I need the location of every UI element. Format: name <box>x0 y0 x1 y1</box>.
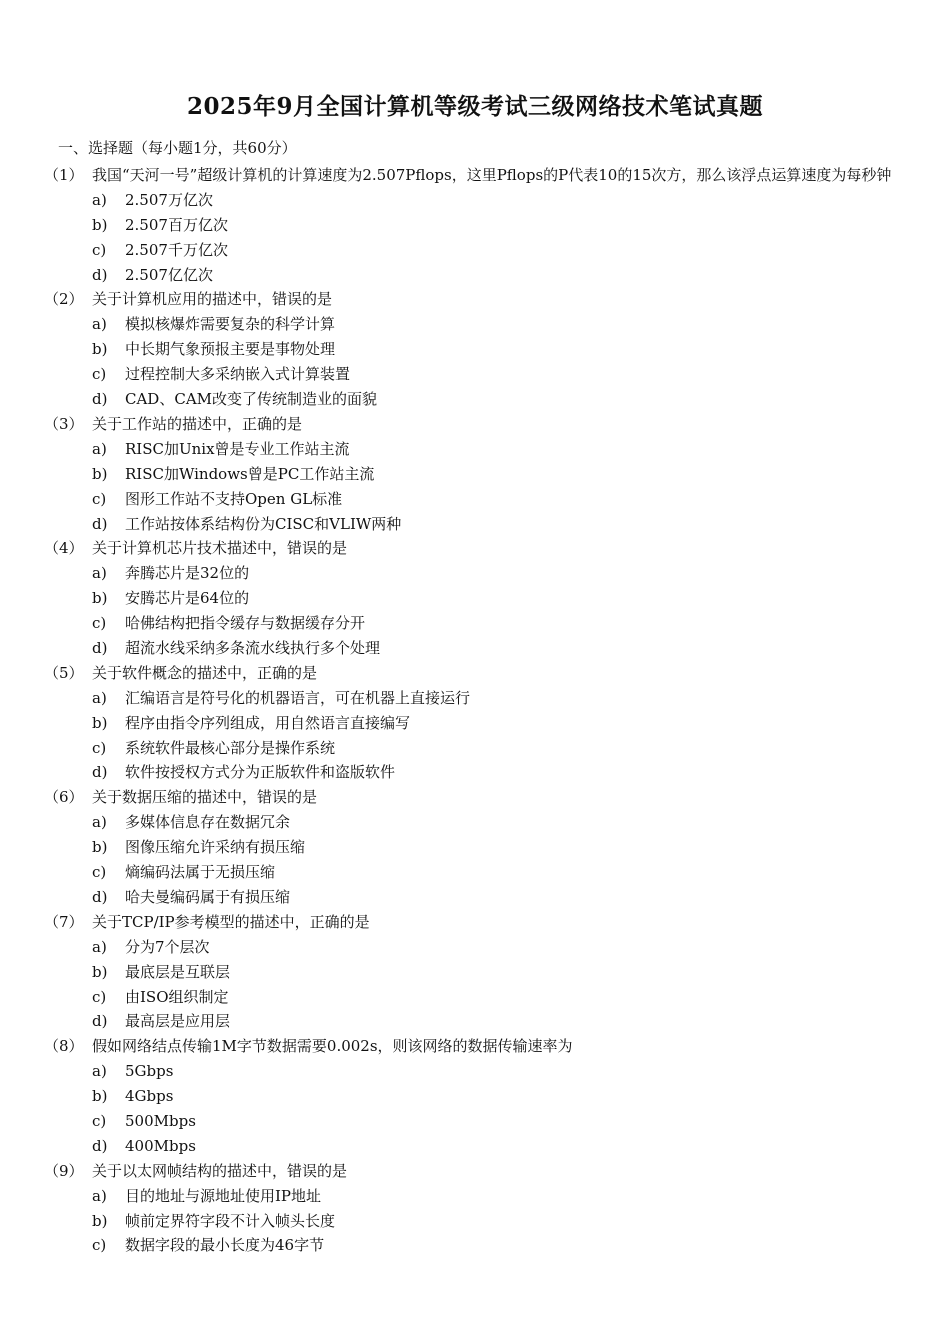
option-item <box>0 263 950 288</box>
question-number: （6） <box>44 788 84 807</box>
option-text: 目的地址与源地址使用IP地址 <box>125 1186 322 1205</box>
option-label: c) <box>92 987 107 1006</box>
option-label: d) <box>92 1012 108 1031</box>
option-item <box>0 512 950 537</box>
option-list <box>0 686 950 786</box>
question-text: 我国“天河一号”超级计算机的计算速度为2.507Pflops，这里Pflops的P代表10的15次方，那么该浮点运算速度为每秒钟 <box>92 166 892 184</box>
option-list <box>0 561 950 661</box>
option-item <box>0 611 950 636</box>
option-item <box>0 337 950 362</box>
option-label: b) <box>92 838 108 857</box>
section-heading: 一、选择题（每小题1分，共60分） <box>58 139 297 157</box>
option-item <box>0 1084 950 1109</box>
question-number: （1） <box>44 166 84 184</box>
question <box>0 661 950 785</box>
question-stem <box>0 287 950 312</box>
option-text: 数据字段的最小长度为46字节 <box>125 1236 325 1255</box>
option-list <box>0 188 950 288</box>
question-number: （5） <box>44 663 84 682</box>
option-label: d) <box>92 265 108 284</box>
option-item <box>0 1184 950 1209</box>
option-label: a) <box>92 190 107 209</box>
question-stem <box>0 163 950 188</box>
option-text: 4Gbps <box>125 1087 174 1106</box>
option-text: RISC加Windows曾是PC工作站主流 <box>125 464 375 483</box>
question <box>0 287 950 411</box>
question-number: （9） <box>44 1161 84 1180</box>
option-item <box>0 1233 950 1258</box>
question-text: 关于软件概念的描述中，正确的是 <box>92 663 318 682</box>
option-label: c) <box>92 365 107 384</box>
option-label: c) <box>92 614 107 633</box>
option-text: 奔腾芯片是32位的 <box>125 564 250 583</box>
question <box>0 536 950 660</box>
question <box>0 1034 950 1158</box>
option-label: b) <box>92 962 108 981</box>
question <box>0 163 950 287</box>
option-item <box>0 736 950 761</box>
option-text: 2.507万亿次 <box>125 190 213 209</box>
option-text: 工作站按体系结构份为CISC和VLIW两种 <box>125 514 402 533</box>
option-text: CAD、CAM改变了传统制造业的面貌 <box>125 390 378 409</box>
option-list <box>0 437 950 537</box>
option-label: b) <box>92 1087 108 1106</box>
option-label: a) <box>92 937 107 956</box>
option-text: 最底层是互联层 <box>125 962 231 981</box>
question-list <box>0 163 950 1258</box>
question-text: 关于数据压缩的描述中，错误的是 <box>92 788 318 807</box>
option-list <box>0 312 950 412</box>
question-number: （8） <box>44 1037 84 1056</box>
question-text: 关于TCP/IP参考模型的描述中，正确的是 <box>92 912 370 931</box>
option-text: 分为7个层次 <box>125 937 210 956</box>
option-item <box>0 437 950 462</box>
option-text: 2.507亿亿次 <box>125 265 213 284</box>
option-label: a) <box>92 688 107 707</box>
option-label: d) <box>92 887 108 906</box>
option-text: 过程控制大多采纳嵌入式计算装置 <box>125 365 351 384</box>
option-text: 5Gbps <box>125 1062 174 1081</box>
option-text: 多媒体信息存在数据冗余 <box>125 813 291 832</box>
option-item <box>0 935 950 960</box>
option-text: RISC加Unix曾是专业工作站主流 <box>125 439 350 458</box>
option-text: 最高层是应用层 <box>125 1012 231 1031</box>
question-stem <box>0 785 950 810</box>
option-item <box>0 835 950 860</box>
question-number: （7） <box>44 912 84 931</box>
option-text: 由ISO组织制定 <box>125 987 229 1006</box>
option-label: d) <box>92 390 108 409</box>
option-list <box>0 1059 950 1159</box>
option-label: c) <box>92 489 107 508</box>
option-text: 400Mbps <box>125 1136 196 1155</box>
option-item <box>0 860 950 885</box>
option-label: c) <box>92 1111 107 1130</box>
question-stem <box>0 536 950 561</box>
question-text: 关于计算机应用的描述中，错误的是 <box>92 290 333 309</box>
option-item <box>0 462 950 487</box>
option-label: c) <box>92 1236 107 1255</box>
option-item <box>0 238 950 263</box>
question-stem <box>0 661 950 686</box>
option-label: c) <box>92 863 107 882</box>
option-label: a) <box>92 315 107 334</box>
option-text: 汇编语言是符号化的机器语言，可在机器上直接运行 <box>125 688 471 707</box>
question-text: 关于工作站的描述中，正确的是 <box>92 414 303 433</box>
question-stem <box>0 1159 950 1184</box>
option-item <box>0 188 950 213</box>
option-item <box>0 985 950 1010</box>
question-number: （2） <box>44 290 84 309</box>
option-list <box>0 1184 950 1259</box>
option-text: 中长期气象预报主要是事物处理 <box>125 340 336 359</box>
option-label: d) <box>92 514 108 533</box>
question-text: 关于以太网帧结构的描述中，错误的是 <box>92 1161 348 1180</box>
question <box>0 412 950 536</box>
option-item <box>0 760 950 785</box>
option-label: b) <box>92 464 108 483</box>
question-text: 假如网络结点传输1M字节数据需要0.002s，则该网络的数据传输速率为 <box>92 1037 573 1056</box>
option-item <box>0 1009 950 1034</box>
question-number: （3） <box>44 414 84 433</box>
option-item <box>0 960 950 985</box>
option-label: d) <box>92 763 108 782</box>
option-item <box>0 1059 950 1084</box>
question-number: （4） <box>44 539 84 558</box>
option-text: 程序由指令序列组成，用自然语言直接编写 <box>125 713 411 732</box>
option-label: b) <box>92 215 108 234</box>
option-text: 哈夫曼编码属于有损压缩 <box>125 887 291 906</box>
option-item <box>0 1134 950 1159</box>
option-item <box>0 711 950 736</box>
option-item <box>0 387 950 412</box>
option-label: b) <box>92 589 108 608</box>
option-text: 超流水线采纳多条流水线执行多个处理 <box>125 638 381 657</box>
question <box>0 1159 950 1259</box>
option-label: b) <box>92 713 108 732</box>
option-item <box>0 586 950 611</box>
option-item <box>0 362 950 387</box>
page-title: 2025年9月全国计算机等级考试三级网络技术笔试真题 <box>186 93 764 120</box>
option-list <box>0 935 950 1035</box>
option-text: 图像压缩允许采纳有损压缩 <box>125 838 306 857</box>
option-label: b) <box>92 340 108 359</box>
option-label: c) <box>92 738 107 757</box>
option-item <box>0 1109 950 1134</box>
option-text: 模拟核爆炸需要复杂的科学计算 <box>125 315 336 334</box>
option-text: 图形工作站不支持Open GL标准 <box>125 489 343 508</box>
option-text: 软件按授权方式分为正版软件和盗版软件 <box>125 763 396 782</box>
option-label: a) <box>92 439 107 458</box>
option-item <box>0 561 950 586</box>
question-stem <box>0 1034 950 1059</box>
option-item <box>0 810 950 835</box>
option-item <box>0 686 950 711</box>
option-item <box>0 487 950 512</box>
question-stem <box>0 910 950 935</box>
option-text: 2.507千万亿次 <box>125 240 228 259</box>
option-text: 2.507百万亿次 <box>125 215 228 234</box>
option-label: d) <box>92 1136 108 1155</box>
option-label: a) <box>92 564 107 583</box>
question-stem <box>0 412 950 437</box>
option-item <box>0 312 950 337</box>
option-item <box>0 885 950 910</box>
option-label: b) <box>92 1211 108 1230</box>
option-text: 帧前定界符字段不计入帧头长度 <box>125 1211 336 1230</box>
option-text: 500Mbps <box>125 1111 196 1130</box>
option-item <box>0 1209 950 1234</box>
option-item <box>0 636 950 661</box>
option-text: 熵编码法属于无损压缩 <box>125 863 276 882</box>
option-label: a) <box>92 1186 107 1205</box>
option-label: d) <box>92 638 108 657</box>
question-text: 关于计算机芯片技术描述中，错误的是 <box>92 539 348 558</box>
option-label: a) <box>92 813 107 832</box>
question <box>0 785 950 909</box>
question <box>0 910 950 1034</box>
option-text: 安腾芯片是64位的 <box>125 589 250 608</box>
option-text: 系统软件最核心部分是操作系统 <box>125 738 336 757</box>
option-label: c) <box>92 240 107 259</box>
option-list <box>0 810 950 910</box>
option-label: a) <box>92 1062 107 1081</box>
option-item <box>0 213 950 238</box>
option-text: 哈佛结构把指令缓存与数据缓存分开 <box>125 614 366 633</box>
